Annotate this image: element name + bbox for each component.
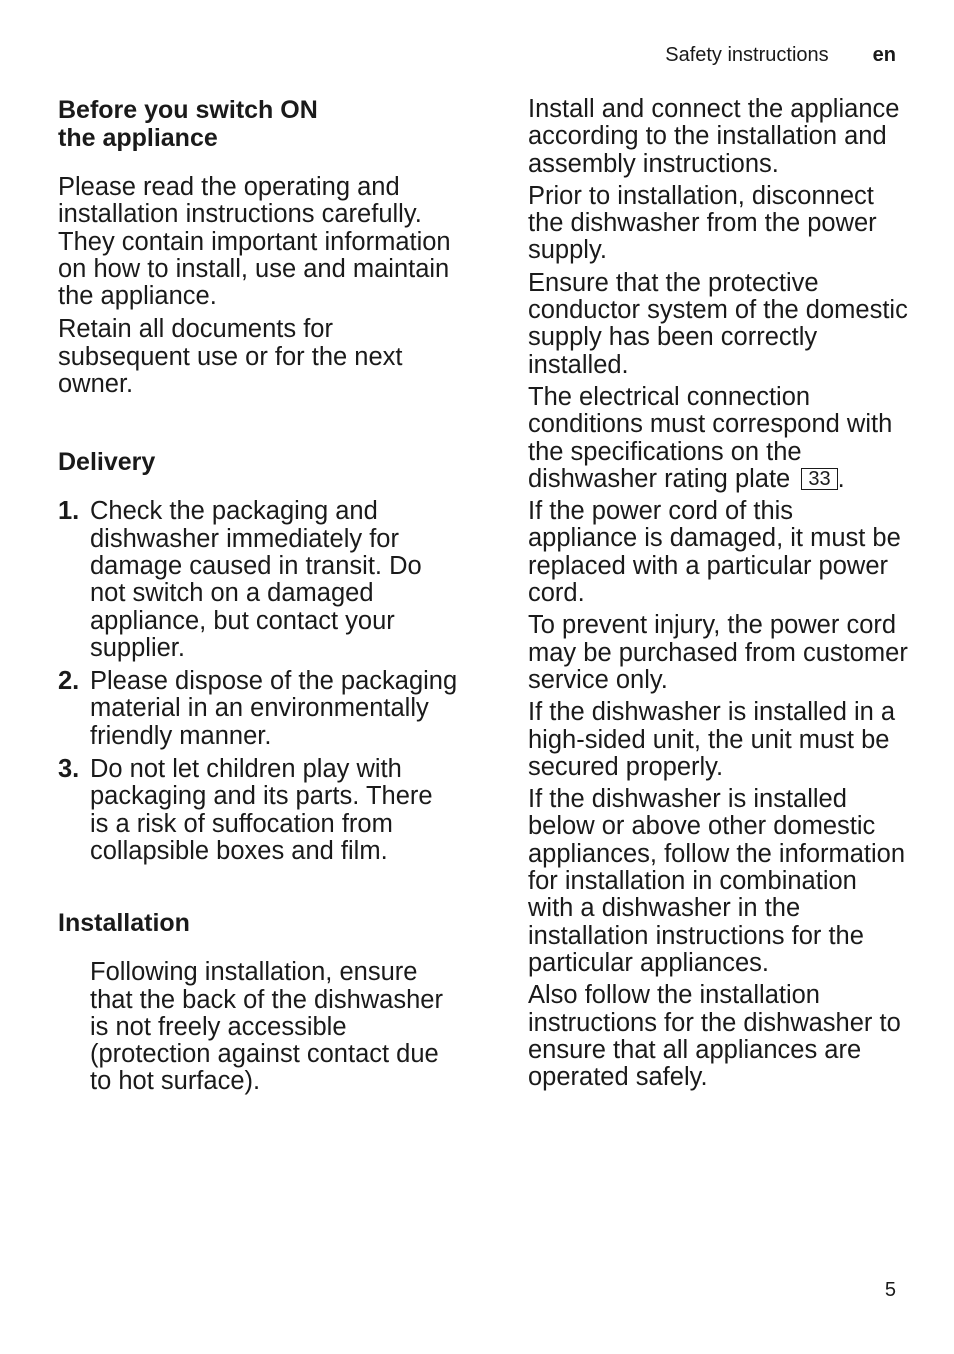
paragraph-protective-conductor: Ensure that the protective conductor system of the domestic supply has been correctly installed.: [528, 268, 908, 379]
page-number: 5: [884, 1279, 896, 1301]
delivery-list: [58, 498, 458, 865]
list-number: 2.: [58, 667, 80, 696]
left-column: [58, 96, 458, 1096]
paragraph-combination-installation: If the dishwasher is installed below or above other domestic appliances, follow the information for installation in combination with a dishwasher in the installation instructions for the particular appliances.: [528, 785, 906, 977]
list-text: Please dispose of the packaging material in an environmentally friendly manner.: [90, 667, 458, 750]
paragraph-power-cord-damaged: If the power cord of this appliance is damaged, it must be replaced with a particular power cord.: [528, 497, 901, 608]
paragraph-high-sided-unit: If the dishwasher is installed in a high-sided unit, the unit must be secured properly.: [528, 698, 896, 781]
heading-installation: Installation: [58, 909, 190, 938]
paragraph-follow-instructions: Also follow the installation instructions for the dishwasher to ensure that all appliances are operated safely.: [528, 981, 901, 1092]
paragraph-disconnect-power: Prior to installation, disconnect the dishwasher from the power supply.: [528, 181, 877, 265]
language-code: en: [872, 44, 896, 66]
section-title: Safety instructions: [665, 44, 829, 66]
heading-delivery: Delivery: [58, 448, 156, 477]
rating-plate-reference: 33: [801, 468, 837, 490]
list-item: [58, 756, 458, 865]
list-item: [58, 668, 458, 750]
list-number: 1.: [58, 497, 80, 526]
list-number: 3.: [58, 755, 80, 784]
list-text: Check the packaging and dishwasher immediately for damage caused in transit. Do not switch on a damaged appliance, but contact your supplier.: [90, 497, 422, 662]
paragraph-electrical-connection: The electrical connection conditions must correspond with the specifications on the dishwasher rating plate 33 .: [528, 382, 893, 493]
heading-before-switch-on: Before you switch ON the appliance: [58, 96, 318, 152]
paragraph-read-instructions: Please read the operating and installation instructions carefully. They contain important information on how to install, use and maintain the appliance.: [58, 173, 451, 311]
paragraph-power-cord-service: To prevent injury, the power cord may be purchased from customer service only.: [528, 611, 908, 694]
paragraph-retain-documents: Retain all documents for subsequent use or for the next owner.: [58, 315, 403, 399]
running-header: [665, 44, 896, 67]
paragraph-back-not-accessible: Following installation, ensure that the back of the dishwasher is not freely accessible (protection against contact due to hot surface).: [90, 958, 443, 1096]
list-item: [58, 498, 458, 662]
list-text: Do not let children play with packaging and its parts. There is a risk of suffocation from collapsible boxes and film.: [90, 755, 433, 865]
paragraph-install-connect: Install and connect the appliance according to the installation and assembly instructions.: [528, 95, 900, 178]
right-column: [528, 96, 908, 1096]
